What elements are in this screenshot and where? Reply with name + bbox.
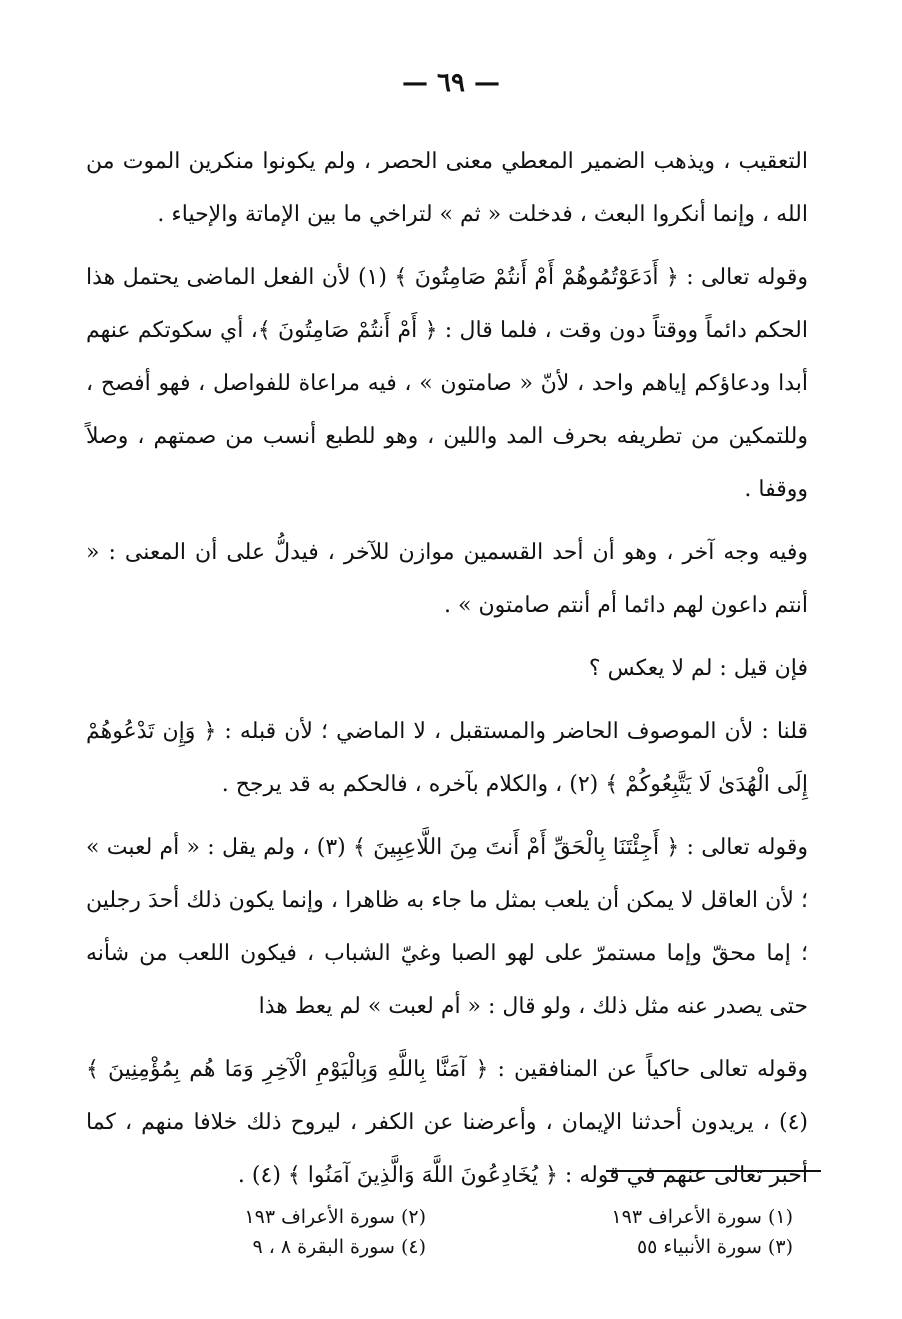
page-number: — ٦٩ — (401, 68, 501, 98)
footnotes (86, 1202, 808, 1262)
paragraph-3: وفيه وجه آخر ، وهو أن أحد القسمين موازن للآخر ، فيدلُّ على أن المعنى : « أنتم داعون لهم دائما أم أنتم صامتون » . (86, 540, 808, 618)
footnote-3: (٣) سورة الأنبياء ٥٥ (636, 1236, 793, 1258)
paragraph-2: وقوله تعالى : ﴿ أَدَعَوْتُمُوهُمْ أَمْ أَنتُمْ صَامِتُونَ ﴾ (١) لأن الفعل الماضى يحتمل هذا الحكم دائماً ووقتاً دون وقت ، فلما قال : ﴿ أَمْ أَنتُمْ صَامِتُونَ ﴾، أي سكوتكم عنهم أبدا ودعاؤكم إياهم واحد ، لأنّ « صامتون » ، فيه مراعاة للفواصل ، فهو أفصح ، وللتمكين من تطريفه بحرف المد واللين ، وهو للطبع أنسب من صمتهم ، وصلاً ووقفا . (86, 265, 808, 502)
footnote-row (86, 1232, 808, 1262)
main-text (86, 135, 808, 1212)
footnote-divider (606, 1170, 821, 1172)
paragraph-6: وقوله تعالى : ﴿ أَجِئْتَنَا بِالْحَقِّ أَمْ أَنتَ مِنَ اللَّاعِبِينَ ﴾ (٣) ، ولم يقل : « أم لعبت » ؛ لأن العاقل لا يمكن أن يلعب بمثل ما جاء به ظاهرا ، وإنما يكون ذلك أحدَ رجلين ؛ إما محقّ وإما مستمرّ على لهو الصبا وغيّ الشباب ، فيكون اللعب من شأنه حتى يصدر عنه مثل ذلك ، ولو قال : « أم لعبت » لم يعط هذا (86, 835, 808, 1019)
footnote-1: (١) سورة الأعراف ١٩٣ (611, 1206, 793, 1228)
paragraph-7: وقوله تعالى حاكياً عن المنافقين : ﴿ آمَنَّا بِاللَّهِ وَبِالْيَوْمِ الْآخِرِ وَمَا هُم بِمُؤْمِنِينَ ﴾ (٤) ، يريدون أحدثنا الإيمان ، وأعرضنا عن الكفر ، ليروح ذلك خلافا منهم ، كما أخبر تعالى عنهم في قوله : ﴿ يُخَادِعُونَ اللَّهَ وَالَّذِينَ آمَنُوا ﴾ (٤) . (86, 1057, 808, 1188)
footnote-4: (٤) سورة البقرة ٨ ، ٩ (252, 1236, 426, 1258)
footnote-row (86, 1202, 808, 1232)
paragraph-5: قلنا : لأن الموصوف الحاضر والمستقبل ، لا الماضي ؛ لأن قبله : ﴿ وَإِن تَدْعُوهُمْ إِلَى الْهُدَىٰ لَا يَتَّبِعُوكُمْ ﴾ (٢) ، والكلام بآخره ، فالحكم به قد يرجح . (86, 719, 808, 797)
paragraph-4: فإن قيل : لم لا يعكس ؟ (588, 656, 808, 681)
footnote-2: (٢) سورة الأعراف ١٩٣ (244, 1206, 426, 1228)
paragraph-1: التعقيب ، ويذهب الضمير المعطي معنى الحصر ، ولم يكونوا منكرين الموت من الله ، وإنما أنكروا البعث ، فدخلت « ثم » لتراخي ما بين الإماتة والإحياء . (86, 149, 808, 227)
